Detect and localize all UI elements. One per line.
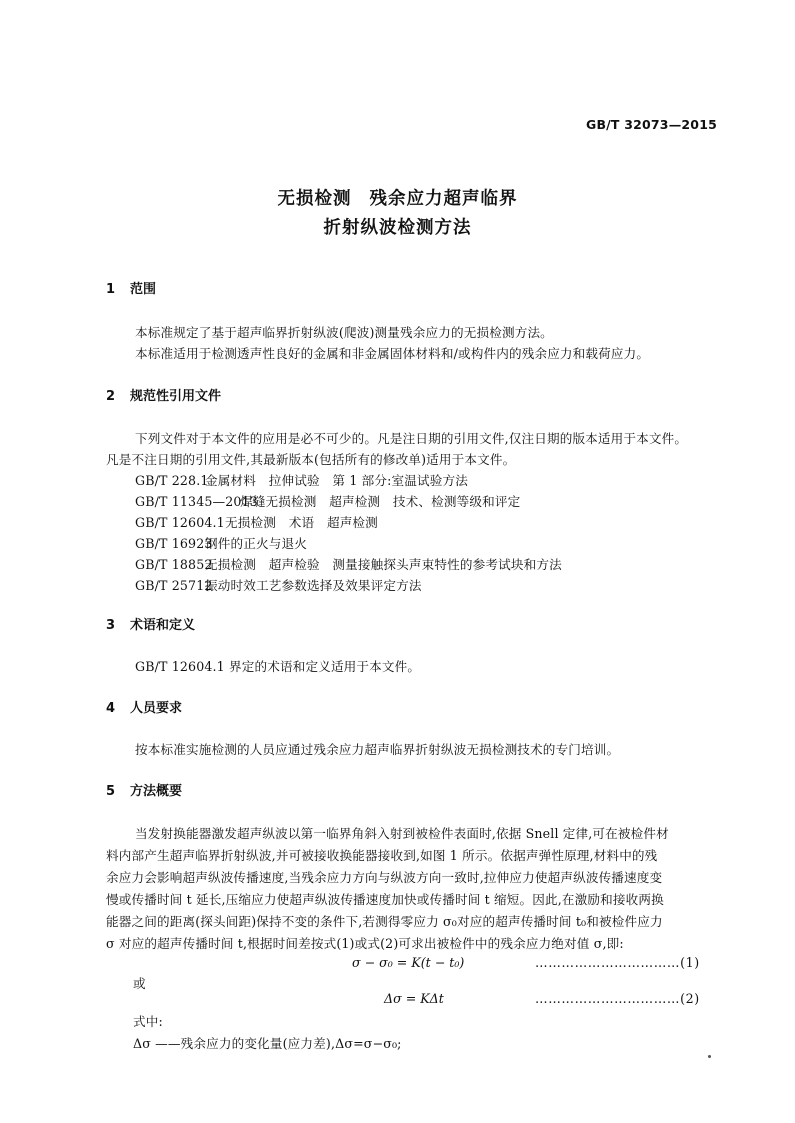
paragraph-line: 本标准规定了基于超声临界折射纵波(爬波)测量残余应力的无损检测方法。 [135, 325, 553, 340]
reference-title: 振动时效工艺参数选择及效果评定方法 [205, 578, 422, 593]
definition-line: Δσ ——残余应力的变化量(应力差),Δσ=σ−σ₀; [133, 1036, 402, 1051]
reference-item [135, 554, 562, 573]
equation-2: Δσ = KΔt [384, 991, 444, 1006]
section-title: 方法概要 [130, 784, 183, 799]
section-heading-5 [106, 780, 182, 799]
equation-1: σ − σ₀ = K(t − t₀) [352, 955, 465, 970]
section-heading-3 [106, 614, 195, 633]
paragraph-line: 本标准适用于检测透声性良好的金属和非金属固体材料和/或构件内的残余应力和载荷应力。 [135, 346, 650, 361]
where-label: 式中: [133, 1014, 163, 1029]
reference-title: 钢件的正火与退火 [205, 536, 307, 551]
document-title-line2: 折射纵波检测方法 [323, 218, 472, 238]
paragraph-line: 余应力会影响超声纵波传播速度,当残余应力方向与纵波方向一致时,拉伸应力使超声纵波传播速度变 [106, 870, 663, 885]
reference-item [135, 491, 520, 510]
section-heading-4 [106, 697, 182, 716]
section-number: 3 [106, 618, 116, 633]
title-part-1: 无损检测 [277, 189, 352, 209]
section-heading-1 [106, 278, 156, 297]
paragraph-line: 慢或传播时间 t 延长,压缩应力使超声纵波传播速度加快或传播时间 t 缩短。因此,在激励和接收两换 [106, 892, 664, 907]
reference-title: 无损检测 术语 超声检测 [225, 515, 378, 530]
reference-title: 无损检测 超声检验 测量接触探头声束特性的参考试块和方法 [205, 557, 562, 572]
reference-item [135, 512, 378, 531]
reference-code: GB/T 12604.1 [135, 515, 225, 530]
paragraph-line: 料内部产生超声临界折射纵波,并可被接收换能器接收到,如图 1 所示。依据声弹性原理,材料中的残 [106, 848, 658, 863]
reference-code: GB/T 18852 [135, 557, 213, 572]
section-title: 术语和定义 [130, 618, 196, 633]
section-title: 范围 [130, 282, 157, 297]
section-number: 5 [106, 784, 116, 799]
reference-title: 金属材料 拉伸试验 第 1 部分:室温试验方法 [205, 473, 468, 488]
section-number: 1 [106, 282, 116, 297]
reference-item [135, 470, 468, 489]
reference-code: GB/T 25712 [135, 578, 213, 593]
section-number: 4 [106, 701, 116, 716]
section-title: 人员要求 [130, 701, 183, 716]
title-part-2: 残余应力超声临界 [369, 189, 518, 209]
section-title: 规范性引用文件 [130, 389, 222, 404]
paragraph-line: GB/T 12604.1 界定的术语和定义适用于本文件。 [135, 659, 421, 674]
equation-1-number: ……………………………(1) [535, 955, 700, 970]
paragraph-line: 下列文件对于本文件的应用是必不可少的。凡是注日期的引用文件,仅注日期的版本适用于本文件。 [135, 431, 688, 446]
reference-code: GB/T 11345—2013 [135, 494, 258, 509]
reference-code: GB/T 16923 [135, 536, 213, 551]
section-heading-2 [106, 385, 221, 404]
section-number: 2 [106, 389, 116, 404]
paragraph-line: 按本标准实施检测的人员应通过残余应力超声临界折射纵波无损检测技术的专门培训。 [135, 742, 620, 757]
paragraph-line: 能器之间的距离(探头间距)保持不变的条件下,若测得零应力 σ₀对应的超声传播时间 t₀和被检件应力 [106, 914, 663, 929]
scan-speck [708, 1055, 711, 1058]
paragraph-line: σ 对应的超声传播时间 t,根据时间差按式(1)或式(2)可求出被检件中的残余应力绝对值 σ,即: [106, 936, 624, 951]
reference-code: GB/T 228.1 [135, 473, 209, 488]
paragraph-line: 当发射换能器激发超声纵波以第一临界角斜入射到被检件表面时,依据 Snell 定律,可在被检件材 [135, 826, 669, 841]
document-code: GB/T 32073—2015 [585, 117, 717, 132]
equation-2-number: ……………………………(2) [535, 991, 700, 1006]
reference-item [135, 533, 307, 552]
reference-item [135, 575, 422, 594]
reference-title: 焊缝无损检测 超声检测 技术、检测等级和评定 [240, 494, 521, 509]
document-title-line1 [0, 185, 795, 210]
paragraph-line: 凡是不注日期的引用文件,其最新版本(包括所有的修改单)适用于本文件。 [106, 452, 516, 467]
or-label: 或 [133, 976, 146, 991]
